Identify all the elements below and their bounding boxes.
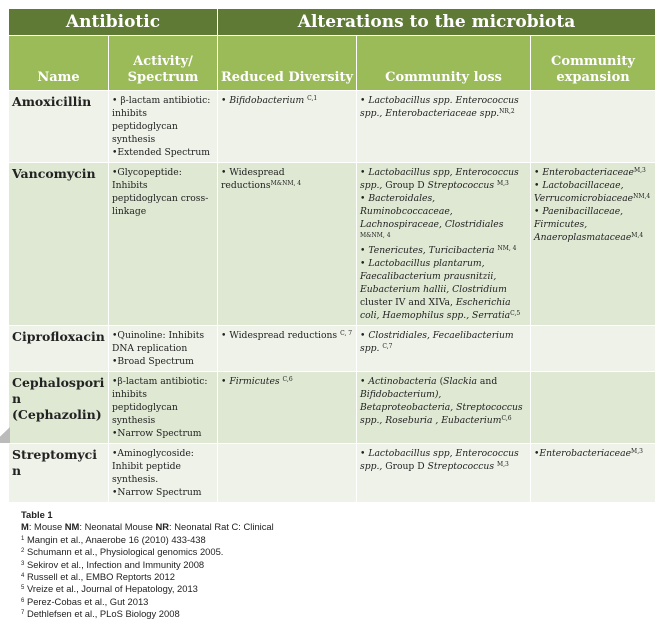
diversity-cell	[218, 91, 357, 163]
citation-superscript: NM,4	[633, 193, 651, 200]
bullet-item	[112, 427, 214, 440]
reference-item	[21, 608, 655, 620]
col-header-activity: Activity/ Spectrum	[109, 36, 218, 91]
reference-text: Vreize et al., Journal of Hepatology, 2013	[24, 583, 198, 595]
text-segment: Enterobacteriaceae	[542, 167, 634, 178]
table-footnotes	[21, 509, 655, 621]
bullet-item	[360, 375, 527, 427]
citation-superscript: M&NM, 4	[270, 180, 302, 187]
table-row	[9, 163, 656, 326]
text-segment: Group D	[382, 180, 428, 191]
table-row	[9, 91, 656, 163]
citation-superscript: M,3	[633, 167, 646, 174]
text-segment: •β-lactam antibiotic: inhibits peptidoglycan synthesis	[112, 376, 208, 426]
text-segment: •	[534, 206, 543, 217]
reference-item	[21, 559, 655, 571]
text-segment: Escherichia coli, Haemophilus spp., Serratia	[360, 297, 511, 321]
col-header-community-loss: Community loss	[357, 36, 531, 91]
text-segment: •	[534, 180, 543, 191]
loss-cell	[357, 444, 531, 503]
text-segment: Clostridiales, Fecaelibacterium spp.	[360, 330, 514, 354]
citation-superscript: M,3	[496, 461, 509, 468]
diversity-cell	[218, 444, 357, 503]
reference-item	[21, 583, 655, 595]
bullet-item	[221, 329, 353, 342]
table-row	[9, 326, 656, 372]
reference-number: 6	[21, 597, 25, 604]
antibiotic-name: Ciprofloxacin	[9, 326, 109, 372]
text-segment: Streptococcus	[427, 180, 497, 191]
col-header-reduced-diversity: Reduced Diversity	[218, 36, 357, 91]
bullet-item	[112, 166, 214, 218]
reference-item	[21, 596, 655, 608]
bullet-item	[221, 375, 353, 388]
activity-cell	[109, 163, 218, 326]
text-segment: •Glycopeptide: Inhibits peptidoglycan cross-linkage	[112, 167, 209, 217]
bullet-item	[112, 94, 214, 146]
diversity-cell	[218, 372, 357, 444]
text-segment: •Extended Spectrum	[112, 147, 210, 158]
text-segment: Group D	[382, 461, 428, 472]
bullet-item	[360, 447, 527, 473]
antibiotic-table	[8, 8, 656, 503]
expansion-cell	[531, 163, 656, 326]
text-segment: Bacteroidales, Ruminobcoccaceae, Lachnospiraceae, Clostridiales	[360, 193, 504, 230]
reference-list	[21, 534, 655, 621]
abbreviation-meaning: : Mouse	[28, 521, 65, 533]
reference-item	[21, 534, 655, 546]
text-segment: •	[360, 95, 369, 106]
reference-item	[21, 546, 655, 558]
text-segment: • Widespread reductions	[221, 167, 285, 191]
abbreviation-meaning: : Neonatal Rat C: Clinical	[169, 521, 274, 533]
text-segment: •	[534, 167, 543, 178]
bullet-item	[534, 447, 652, 460]
text-segment: • Widespread reductions	[221, 330, 341, 341]
text-segment: •Narrow Spectrum	[112, 428, 202, 439]
text-segment: Bifidobacterium	[229, 95, 308, 106]
citation-superscript: M&NM, 4	[360, 232, 391, 239]
loss-cell	[357, 163, 531, 326]
citation-superscript: C,1	[307, 95, 318, 102]
bullet-item	[112, 355, 214, 368]
text-segment: Lactobacillaceae, Verrucomicrobiaceae	[534, 180, 634, 204]
abbreviation-legend	[21, 521, 655, 533]
text-segment: •	[360, 167, 369, 178]
text-segment: cluster IV and XIVa,	[360, 297, 456, 308]
citation-superscript: M,3	[496, 180, 509, 187]
text-segment: •Narrow Spectrum	[112, 487, 202, 498]
activity-cell	[109, 372, 218, 444]
text-segment: •	[221, 95, 230, 106]
abbreviation: NR	[155, 521, 169, 533]
text-segment: Tenericutes, Turicibacteria	[368, 245, 498, 256]
bullet-item	[534, 166, 652, 179]
group-header-antibiotic: Antibiotic	[9, 9, 218, 36]
bullet-item	[112, 329, 214, 355]
activity-cell	[109, 326, 218, 372]
bullet-item	[360, 257, 527, 322]
expansion-cell	[531, 326, 656, 372]
bullet-item	[360, 166, 527, 192]
text-segment: Enterobacteriaceae	[539, 448, 632, 459]
reference-number: 1	[21, 535, 25, 542]
text-segment: •	[534, 448, 540, 459]
bullet-item	[534, 205, 652, 244]
activity-cell	[109, 444, 218, 503]
text-segment: Paenibacillaceae, Firmicutes, Anaeroplasmataceae	[534, 206, 632, 243]
reference-item	[21, 571, 655, 583]
bullet-item	[221, 166, 353, 192]
loss-cell	[357, 326, 531, 372]
text-segment: •Aminoglycoside: Inhibit peptide synthesis.	[112, 448, 194, 485]
text-segment: Bifidobacterium), Betaproteobacteria, Streptococcus spp., Roseburia , Eubacterium	[360, 389, 523, 426]
text-segment: Lactobacillus spp. Enterococcus spp., Enterobacteriaceae spp.	[360, 95, 519, 119]
reference-number: 3	[21, 560, 25, 567]
antibiotic-name: Amoxicillin	[9, 91, 109, 163]
bullet-item	[112, 486, 214, 499]
activity-cell	[109, 91, 218, 163]
reference-number: 4	[21, 573, 25, 580]
text-segment: •	[360, 258, 369, 269]
citation-superscript: C,6	[282, 376, 293, 383]
bullet-item	[360, 192, 527, 244]
bullet-item	[112, 375, 214, 427]
reference-text: Perez-Cobas et al., Gut 2013	[24, 595, 149, 607]
reference-text: Sekirov et al., Infection and Immunity 2008	[24, 558, 205, 570]
antibiotic-name: Vancomycin	[9, 163, 109, 326]
text-segment: • β-lactam antibiotic: inhibits peptidoglycan synthesis	[112, 95, 211, 145]
bullet-item	[360, 94, 527, 120]
text-segment: Lactobacillus spp, Enterococcus spp.,	[360, 167, 519, 191]
text-segment: •	[360, 448, 369, 459]
text-segment: and	[477, 376, 498, 387]
text-segment: Lactobacillus spp, Enterococcus spp.,	[360, 448, 519, 472]
table-row	[9, 444, 656, 503]
text-segment: (	[436, 376, 444, 387]
expansion-cell	[531, 444, 656, 503]
text-segment: •	[360, 376, 369, 387]
citation-superscript: C,5	[510, 310, 521, 317]
bullet-item	[360, 244, 527, 257]
loss-cell	[357, 372, 531, 444]
bullet-item	[534, 179, 652, 205]
text-segment: •Broad Spectrum	[112, 356, 194, 367]
col-header-name: Name	[9, 36, 109, 91]
antibiotic-name: Streptomycin	[9, 444, 109, 503]
text-segment: •	[360, 193, 369, 204]
text-segment: •	[360, 330, 369, 341]
diversity-cell	[218, 163, 357, 326]
citation-superscript: M,4	[631, 232, 644, 239]
reference-text: Russell et al., EMBO Reptorts 2012	[24, 571, 175, 583]
text-segment: Firmicutes	[229, 376, 283, 387]
text-segment: Slackia	[443, 376, 478, 387]
bullet-item	[360, 329, 527, 355]
text-segment: Streptococcus	[427, 461, 497, 472]
reference-text: Schumann et al., Physiological genomics 2005.	[24, 546, 224, 558]
reference-number: 7	[21, 610, 25, 617]
table-row	[9, 372, 656, 444]
reference-number: 5	[21, 585, 25, 592]
bullet-item	[112, 447, 214, 486]
abbreviation-meaning: : Neonatal Mouse	[79, 521, 156, 533]
reference-text: Mangin et al., Anaerobe 16 (2010) 433-438	[24, 533, 206, 545]
citation-superscript: NM, 4	[497, 245, 517, 252]
loss-cell	[357, 91, 531, 163]
reference-number: 2	[21, 548, 25, 555]
group-header-alterations: Alterations to the microbiota	[218, 9, 656, 36]
citation-superscript: C, 7	[340, 330, 353, 337]
text-segment: •	[221, 376, 230, 387]
citation-superscript: NR,2	[499, 108, 515, 115]
text-segment: Actinobacteria	[368, 376, 437, 387]
text-segment: •	[360, 245, 369, 256]
text-segment: Lactobacillus plantarum, Faecalibacterium prausnitzii, Eubacterium hallii, Clostridium	[360, 258, 507, 295]
table-caption: Table 1	[21, 509, 53, 520]
abbreviation: M	[21, 521, 29, 533]
expansion-cell	[531, 372, 656, 444]
bullet-item	[221, 94, 353, 107]
diversity-cell	[218, 326, 357, 372]
expansion-cell	[531, 91, 656, 163]
abbreviation: NM	[64, 521, 80, 533]
citation-superscript: M,3	[631, 448, 643, 455]
bullet-item	[112, 146, 214, 159]
text-segment: •Quinoline: Inhibits DNA replication	[112, 330, 205, 354]
reference-text: Dethlefsen et al., PLoS Biology 2008	[24, 608, 180, 620]
citation-superscript: C,6	[501, 415, 512, 422]
antibiotic-name: Cephalosporin (Cephazolin)	[9, 372, 109, 444]
col-header-community-expansion: Community expansion	[531, 36, 656, 91]
citation-superscript: C,7	[382, 343, 393, 350]
